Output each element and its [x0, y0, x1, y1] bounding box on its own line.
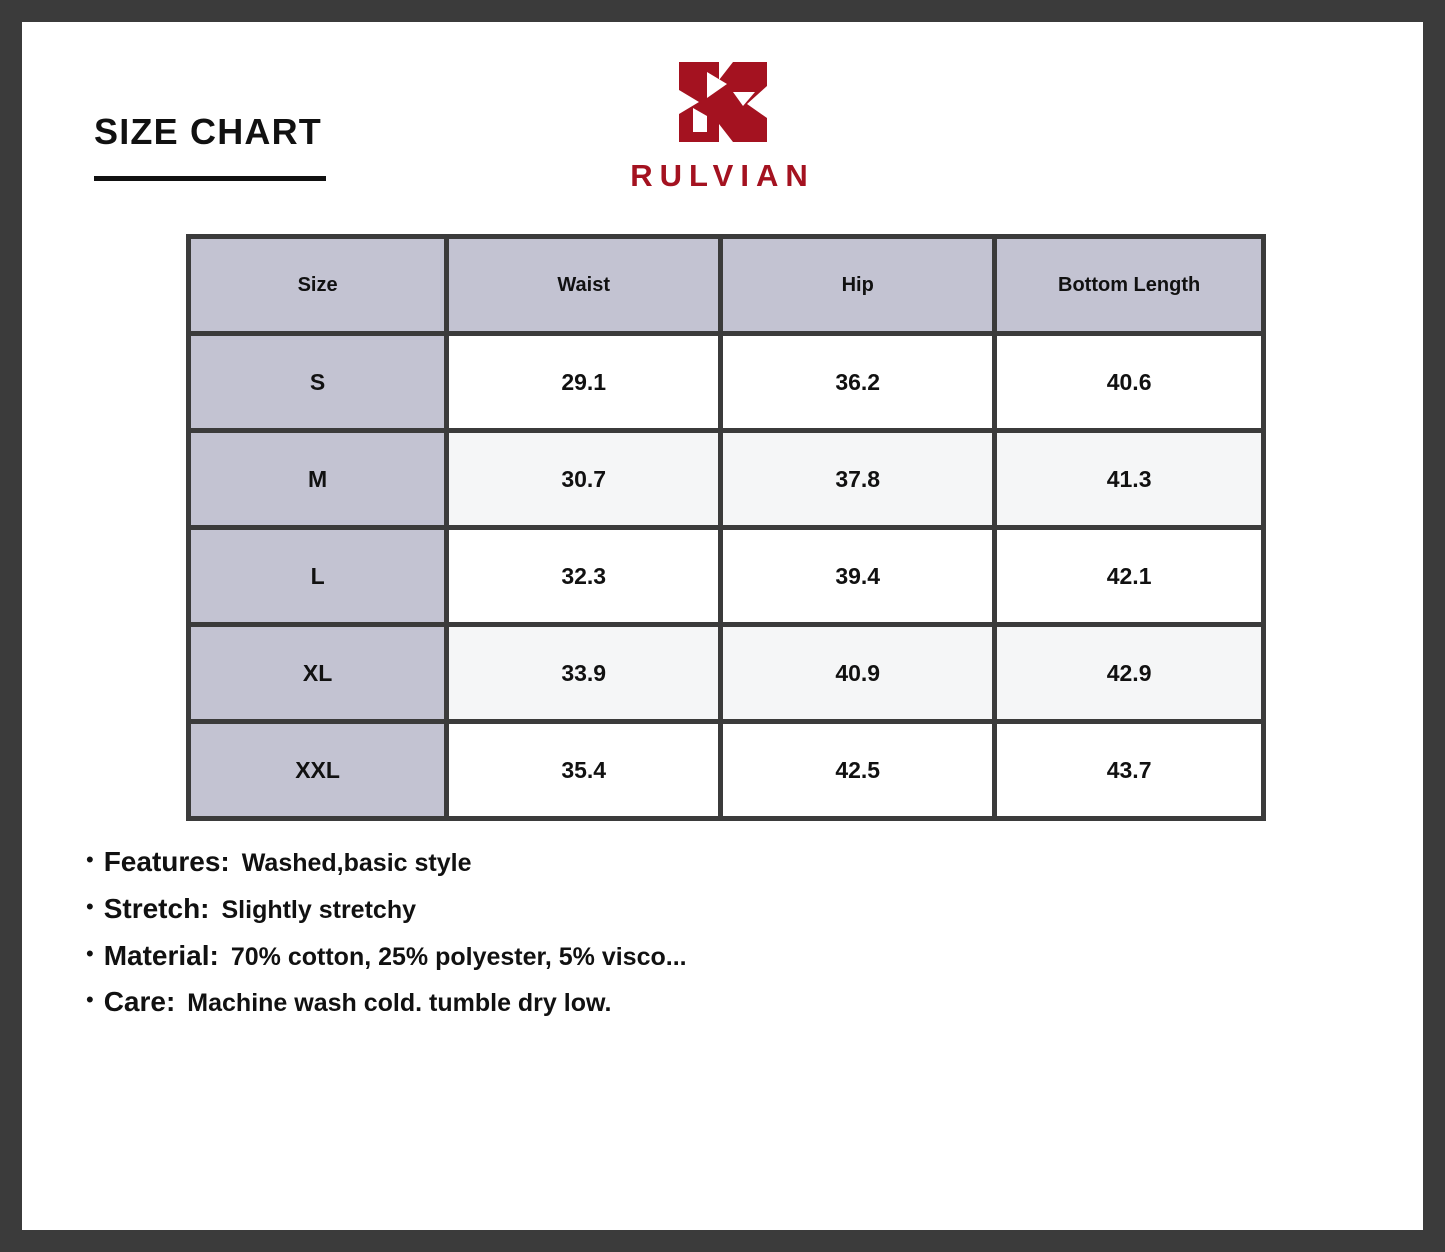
column-header-waist: Waist: [449, 239, 718, 331]
bullet-icon: •: [86, 893, 94, 919]
brand-name: RULVIAN: [630, 158, 815, 193]
note-value: Machine wash cold. tumble dry low.: [187, 989, 612, 1018]
note-care: [86, 987, 1377, 1018]
cell-hip: 40.9: [723, 627, 992, 719]
note-label: Material:: [103, 939, 219, 971]
cell-bottom-length: 43.7: [997, 724, 1261, 816]
note-label: Stretch:: [103, 892, 210, 924]
cell-size: XXL: [191, 724, 444, 816]
column-header-hip: Hip: [723, 239, 992, 331]
cell-hip: 36.2: [723, 336, 992, 428]
table-row: [191, 336, 1261, 428]
note-value: Washed,basic style: [241, 849, 472, 877]
cell-size: L: [191, 530, 444, 622]
table-header-row: [191, 239, 1261, 331]
rulvian-r-monogram-icon: [663, 56, 783, 148]
cell-waist: 29.1: [449, 336, 718, 428]
cell-hip: 42.5: [723, 724, 992, 816]
note-stretch: [86, 894, 1377, 925]
product-notes: [86, 847, 1377, 1018]
cell-size: M: [191, 433, 444, 525]
note-label: Care:: [103, 986, 176, 1018]
bullet-icon: •: [86, 987, 94, 1013]
cell-size: S: [191, 336, 444, 428]
cell-hip: 39.4: [723, 530, 992, 622]
cell-bottom-length: 42.9: [997, 627, 1261, 719]
header: [68, 22, 1377, 222]
note-features: [86, 847, 1377, 878]
table-row: [191, 627, 1261, 719]
cell-waist: 30.7: [449, 433, 718, 525]
cell-waist: 35.4: [449, 724, 718, 816]
brand-lockup: [68, 56, 1377, 191]
size-table-wrap: [186, 234, 1266, 821]
cell-size: XL: [191, 627, 444, 719]
note-value: Slightly stretchy: [221, 895, 416, 924]
note-material: [86, 941, 1377, 972]
cell-waist: 33.9: [449, 627, 718, 719]
cell-hip: 37.8: [723, 433, 992, 525]
cell-waist: 32.3: [449, 530, 718, 622]
table-row: [191, 724, 1261, 816]
bullet-icon: •: [86, 940, 94, 966]
cell-bottom-length: 41.3: [997, 433, 1261, 525]
page-inner: [22, 22, 1423, 1230]
note-label: Features:: [103, 846, 230, 877]
table-row: [191, 530, 1261, 622]
table-row: [191, 433, 1261, 525]
note-value: 70% cotton, 25% polyester, 5% visco...: [230, 942, 687, 971]
column-header-size: Size: [191, 239, 444, 331]
cell-bottom-length: 42.1: [997, 530, 1261, 622]
bullet-icon: •: [86, 847, 94, 872]
column-header-bottom-length: Bottom Length: [997, 239, 1261, 331]
cell-bottom-length: 40.6: [997, 336, 1261, 428]
size-table: [186, 234, 1266, 821]
page-title: SIZE CHART: [94, 111, 322, 152]
